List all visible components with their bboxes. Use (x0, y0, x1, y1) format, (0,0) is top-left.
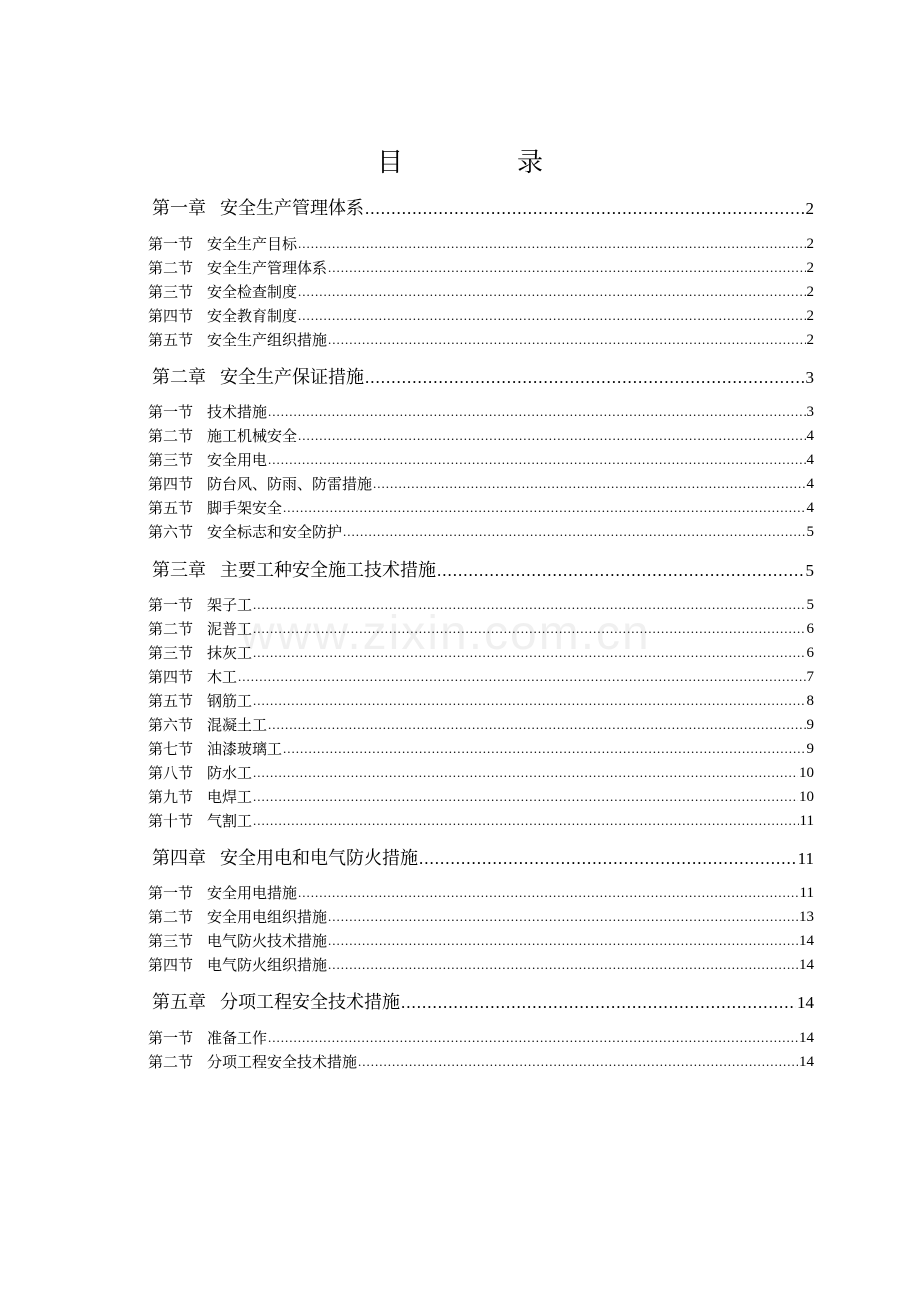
section-page-number: 2 (806, 308, 814, 324)
section-page-number: 13 (799, 909, 814, 925)
dot-leader (253, 786, 798, 808)
toc-section[interactable] (148, 882, 814, 904)
section-page-number: 4 (806, 452, 814, 468)
section-page-number: 5 (806, 597, 814, 613)
section-page-number: 11 (799, 813, 814, 829)
dot-leader (253, 762, 798, 784)
section-title (148, 329, 327, 351)
section-label: 技术措施 (207, 403, 268, 421)
section-page-number: 6 (806, 621, 814, 637)
dot-leader (419, 846, 797, 872)
dot-leader (328, 257, 805, 279)
chapter-title (148, 846, 418, 872)
toc-section[interactable] (148, 329, 814, 351)
chapter-number: 第四章 (152, 848, 206, 869)
chapter-number: 第一章 (152, 198, 206, 219)
dot-leader (328, 954, 798, 976)
section-label: 安全生产组织措施 (207, 331, 328, 349)
section-number: 第四节 (148, 668, 194, 686)
section-page-number: 2 (806, 236, 814, 252)
section-title (148, 305, 297, 327)
chapter-number: 第五章 (152, 992, 206, 1013)
section-title (148, 642, 252, 664)
section-label: 抹灰工 (207, 644, 253, 662)
section-number: 第五节 (148, 499, 194, 517)
chapter-label: 安全用电和电气防火措施 (220, 848, 418, 869)
section-label: 准备工作 (207, 1029, 268, 1047)
toc-section[interactable] (148, 425, 814, 447)
toc-title: 目 录 (376, 148, 587, 178)
section-title (148, 930, 327, 952)
chapter-title (148, 365, 364, 391)
dot-leader (268, 714, 805, 736)
section-title (148, 810, 252, 832)
section-number: 第四节 (148, 956, 194, 974)
section-label: 安全标志和安全防护 (207, 523, 343, 541)
section-number: 第五节 (148, 331, 194, 349)
dot-leader (298, 425, 805, 447)
dot-leader (365, 196, 805, 222)
chapter-title (148, 558, 436, 584)
section-label: 防台风、防雨、防雷措施 (207, 475, 373, 493)
section-title (148, 449, 267, 471)
chapter-page-number: 3 (805, 368, 814, 387)
section-page-number: 4 (806, 476, 814, 492)
section-number: 第一节 (148, 1029, 194, 1047)
dot-leader (253, 642, 805, 664)
section-label: 安全用电 (207, 451, 268, 469)
dot-leader (253, 810, 799, 832)
toc-section[interactable] (148, 954, 814, 976)
section-label: 安全检查制度 (207, 283, 298, 301)
section-number: 第二节 (148, 908, 194, 926)
section-title (148, 425, 297, 447)
section-title (148, 497, 282, 519)
section-title (148, 1027, 267, 1049)
section-page-number: 2 (806, 332, 814, 348)
section-page-number: 3 (806, 404, 814, 420)
chapter-page-number: 11 (797, 849, 814, 868)
section-number: 第四节 (148, 307, 194, 325)
toc-section[interactable] (148, 281, 814, 303)
toc-chapter[interactable] (148, 846, 814, 872)
section-title (148, 738, 282, 760)
dot-leader (268, 1027, 798, 1049)
section-label: 施工机械安全 (207, 427, 298, 445)
section-title (148, 690, 252, 712)
section-number: 第一节 (148, 884, 194, 902)
section-number: 第五节 (148, 692, 194, 710)
toc-chapter[interactable] (148, 196, 814, 222)
section-title (148, 233, 297, 255)
toc-chapter[interactable] (148, 365, 814, 391)
section-label: 分项工程安全技术措施 (207, 1053, 358, 1071)
chapter-label: 安全生产保证措施 (220, 367, 364, 388)
chapter-label: 安全生产管理体系 (220, 198, 364, 219)
section-title (148, 281, 297, 303)
dot-leader (298, 233, 805, 255)
dot-leader (328, 329, 805, 351)
chapter-page-number: 2 (805, 199, 814, 218)
section-page-number: 4 (806, 428, 814, 444)
section-title (148, 762, 252, 784)
toc-section[interactable] (148, 906, 814, 928)
section-page-number: 6 (806, 645, 814, 661)
section-page-number: 7 (806, 669, 814, 685)
section-label: 泥普工 (207, 620, 253, 638)
chapter-number: 第二章 (152, 367, 206, 388)
section-page-number: 9 (806, 717, 814, 733)
dot-leader (268, 401, 805, 423)
section-label: 架子工 (207, 596, 253, 614)
section-number: 第三节 (148, 451, 194, 469)
section-page-number: 14 (799, 1054, 814, 1070)
section-label: 混凝土工 (207, 716, 268, 734)
section-title (148, 521, 342, 543)
toc-section[interactable] (148, 305, 814, 327)
section-title (148, 666, 237, 688)
section-number: 第三节 (148, 283, 194, 301)
section-number: 第八节 (148, 764, 194, 782)
dot-leader (437, 558, 805, 584)
toc-section[interactable] (148, 257, 814, 279)
section-number: 第四节 (148, 475, 194, 493)
section-page-number: 8 (806, 693, 814, 709)
section-page-number: 5 (806, 524, 814, 540)
chapter-page-number: 14 (797, 993, 814, 1012)
section-title (148, 594, 252, 616)
section-title (148, 906, 327, 928)
watermark: www.zixin.com.cn (240, 607, 651, 660)
dot-leader (298, 305, 805, 327)
section-label: 安全生产管理体系 (207, 259, 328, 277)
toc-chapter[interactable] (148, 558, 814, 584)
toc-section[interactable] (148, 473, 814, 495)
section-number: 第十节 (148, 812, 194, 830)
section-number: 第一节 (148, 235, 194, 253)
chapter-label: 分项工程安全技术措施 (220, 992, 400, 1013)
section-number: 第二节 (148, 620, 194, 638)
dot-leader (268, 449, 805, 471)
dot-leader (401, 990, 796, 1016)
toc-section[interactable] (148, 642, 814, 664)
section-label: 气割工 (207, 812, 253, 830)
section-title (148, 473, 372, 495)
dot-leader (358, 1051, 798, 1073)
toc-chapter[interactable] (148, 990, 814, 1016)
section-title (148, 618, 252, 640)
toc-section[interactable] (148, 233, 814, 255)
dot-leader (298, 882, 799, 904)
section-number: 第九节 (148, 788, 194, 806)
section-page-number: 11 (799, 885, 814, 901)
section-label: 木工 (207, 668, 238, 686)
section-label: 安全生产目标 (207, 235, 298, 253)
chapter-label: 主要工种安全施工技术措施 (220, 560, 436, 581)
toc-section[interactable] (148, 738, 814, 760)
chapter-title (148, 196, 364, 222)
toc-section[interactable] (148, 762, 814, 784)
section-label: 油漆玻璃工 (207, 740, 283, 758)
chapter-number: 第三章 (152, 560, 206, 581)
toc-section[interactable] (148, 618, 814, 640)
section-page-number: 14 (799, 1030, 814, 1046)
dot-leader (283, 738, 805, 760)
section-label: 安全教育制度 (207, 307, 298, 325)
toc-section[interactable] (148, 930, 814, 952)
toc-section[interactable] (148, 810, 814, 832)
section-label: 电焊工 (207, 788, 253, 806)
toc-section[interactable] (148, 1051, 814, 1073)
section-label: 安全用电组织措施 (207, 908, 328, 926)
toc-section[interactable] (148, 786, 814, 808)
toc-section[interactable] (148, 666, 814, 688)
section-page-number: 14 (799, 933, 814, 949)
toc-section[interactable] (148, 594, 814, 616)
dot-leader (373, 473, 805, 495)
toc-section[interactable] (148, 497, 814, 519)
section-page-number: 4 (806, 500, 814, 516)
toc-section[interactable] (148, 449, 814, 471)
section-number: 第一节 (148, 403, 194, 421)
section-number: 第六节 (148, 716, 194, 734)
toc-section[interactable] (148, 1027, 814, 1049)
dot-leader (253, 594, 805, 616)
dot-leader (253, 690, 805, 712)
toc-section[interactable] (148, 714, 814, 736)
section-number: 第二节 (148, 259, 194, 277)
section-label: 钢筋工 (207, 692, 253, 710)
chapter-title (148, 990, 400, 1016)
dot-leader (253, 618, 805, 640)
section-label: 电气防火技术措施 (207, 932, 328, 950)
dot-leader (238, 666, 805, 688)
section-label: 防水工 (207, 764, 253, 782)
section-page-number: 10 (799, 789, 814, 805)
section-title (148, 954, 327, 976)
section-page-number: 2 (806, 260, 814, 276)
section-number: 第二节 (148, 1053, 194, 1071)
chapter-page-number: 5 (805, 561, 814, 580)
section-page-number: 10 (799, 765, 814, 781)
dot-leader (328, 906, 798, 928)
section-number: 第三节 (148, 932, 194, 950)
section-label: 安全用电措施 (207, 884, 298, 902)
section-page-number: 14 (799, 957, 814, 973)
section-title (148, 257, 327, 279)
section-label: 脚手架安全 (207, 499, 283, 517)
dot-leader (283, 497, 805, 519)
toc-section[interactable] (148, 521, 814, 543)
section-number: 第三节 (148, 644, 194, 662)
dot-leader (298, 281, 805, 303)
section-page-number: 2 (806, 284, 814, 300)
section-number: 第七节 (148, 740, 194, 758)
section-title (148, 882, 297, 904)
section-title (148, 1051, 357, 1073)
toc-section[interactable] (148, 690, 814, 712)
dot-leader (343, 521, 805, 543)
section-number: 第二节 (148, 427, 194, 445)
section-number: 第一节 (148, 596, 194, 614)
toc-section[interactable] (148, 401, 814, 423)
section-page-number: 9 (806, 741, 814, 757)
section-label: 电气防火组织措施 (207, 956, 328, 974)
dot-leader (328, 930, 798, 952)
dot-leader (365, 365, 805, 391)
section-number: 第六节 (148, 523, 194, 541)
section-title (148, 714, 267, 736)
section-title (148, 786, 252, 808)
section-title (148, 401, 267, 423)
